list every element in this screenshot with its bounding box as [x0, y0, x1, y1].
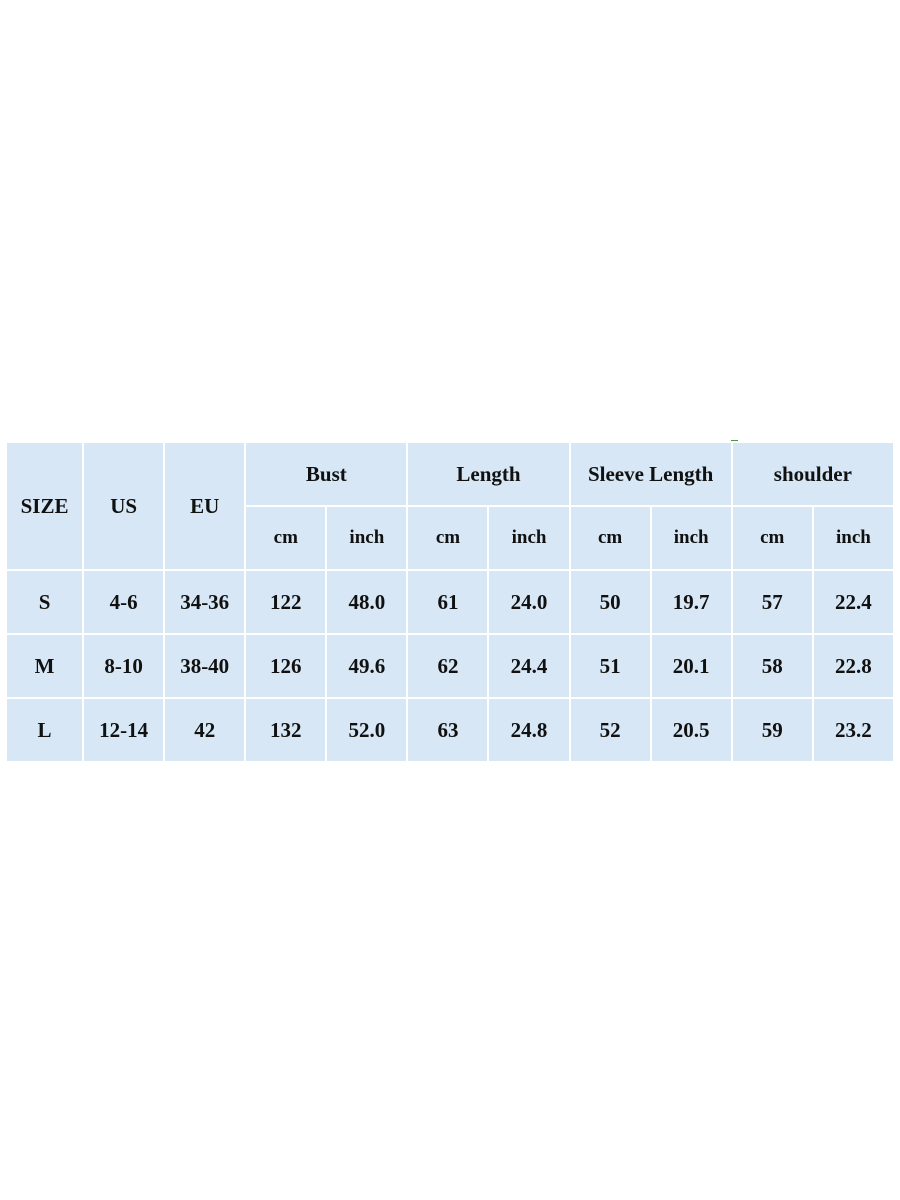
cell-length-inch: 24.0: [488, 570, 569, 634]
cell-size: M: [6, 634, 83, 698]
col-header-bust: Bust: [245, 442, 407, 506]
cell-size: S: [6, 570, 83, 634]
col-header-shoulder: shoulder: [732, 442, 894, 506]
col-header-eu: EU: [164, 442, 245, 570]
size-chart-table: [5, 441, 895, 763]
cell-shoulder-inch: 22.4: [813, 570, 894, 634]
cell-length-inch: 24.8: [488, 698, 569, 762]
table-row: [6, 698, 894, 762]
size-chart-table-wrap: [5, 441, 895, 763]
table-body: [6, 570, 894, 762]
cell-us: 4-6: [83, 570, 164, 634]
cell-length-cm: 62: [407, 634, 488, 698]
cell-size: L: [6, 698, 83, 762]
cell-bust-inch: 52.0: [326, 698, 407, 762]
col-header-length-cm: cm: [407, 506, 488, 570]
cell-us: 8-10: [83, 634, 164, 698]
cell-sleeve-inch: 19.7: [651, 570, 732, 634]
cell-bust-inch: 48.0: [326, 570, 407, 634]
cell-eu: 34-36: [164, 570, 245, 634]
cell-sleeve-cm: 51: [570, 634, 651, 698]
cell-sleeve-cm: 50: [570, 570, 651, 634]
cell-us: 12-14: [83, 698, 164, 762]
col-header-length: Length: [407, 442, 569, 506]
cell-shoulder-cm: 59: [732, 698, 813, 762]
cell-sleeve-inch: 20.5: [651, 698, 732, 762]
table-row: [6, 634, 894, 698]
col-header-length-inch: inch: [488, 506, 569, 570]
cell-sleeve-cm: 52: [570, 698, 651, 762]
cell-eu: 38-40: [164, 634, 245, 698]
header-row-groups: [6, 442, 894, 506]
col-header-sleeve-inch: inch: [651, 506, 732, 570]
col-header-size: SIZE: [6, 442, 83, 570]
cell-length-inch: 24.4: [488, 634, 569, 698]
col-header-bust-inch: inch: [326, 506, 407, 570]
table-row: [6, 570, 894, 634]
cell-eu: 42: [164, 698, 245, 762]
cell-bust-cm: 126: [245, 634, 326, 698]
col-header-sleeve-cm: cm: [570, 506, 651, 570]
cell-sleeve-inch: 20.1: [651, 634, 732, 698]
cell-length-cm: 61: [407, 570, 488, 634]
cell-shoulder-cm: 57: [732, 570, 813, 634]
cell-bust-cm: 122: [245, 570, 326, 634]
col-header-shoulder-cm: cm: [732, 506, 813, 570]
col-header-sleeve-length: Sleeve Length: [570, 442, 732, 506]
cell-shoulder-cm: 58: [732, 634, 813, 698]
cell-shoulder-inch: 22.8: [813, 634, 894, 698]
table-head: [6, 442, 894, 570]
col-header-shoulder-inch: inch: [813, 506, 894, 570]
cell-length-cm: 63: [407, 698, 488, 762]
cell-bust-inch: 49.6: [326, 634, 407, 698]
col-header-us: US: [83, 442, 164, 570]
cell-bust-cm: 132: [245, 698, 326, 762]
cell-shoulder-inch: 23.2: [813, 698, 894, 762]
col-header-bust-cm: cm: [245, 506, 326, 570]
